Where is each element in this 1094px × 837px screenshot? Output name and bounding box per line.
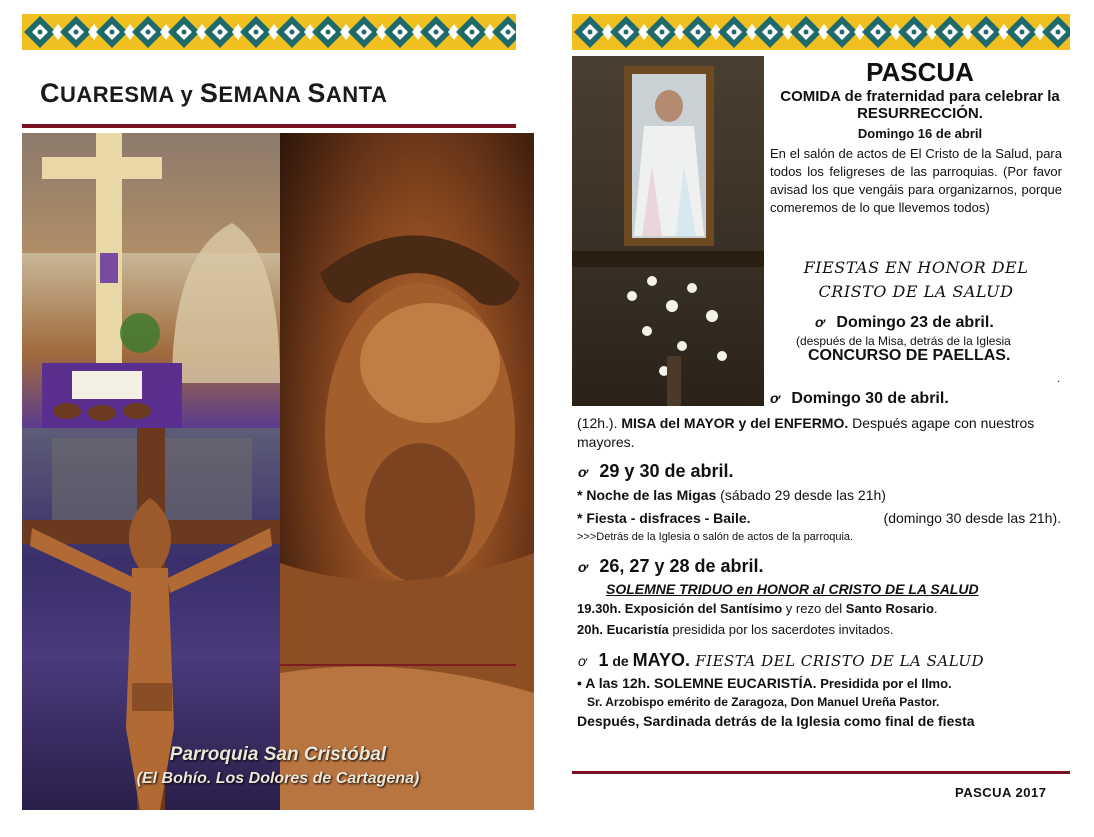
divine-mercy-photo [572, 56, 764, 406]
fleuron-bullet-icon: ơ [815, 314, 825, 330]
chapel-photo [22, 133, 280, 428]
photo-divider-line [280, 664, 516, 666]
decorative-border-right [572, 14, 1070, 50]
party-location: >>>Detrás de la Iglesia o salón de actos de la parroquia. [577, 531, 854, 543]
archbishop-text: Sr. Arzobispo emérito de Zaragoza, Don Manuel Ureña Pastor. [587, 695, 940, 709]
fraternity-meal-heading: COMIDA de fraternidad para celebrar la RESURRECCIÓN. [780, 88, 1060, 122]
parish-name: Parroquia San Cristóbal [169, 744, 387, 765]
costume-party: * Fiesta - disfraces - Baile. (domingo 30 desde las 21h). [577, 510, 1061, 526]
event-date-mayo1: ơ 1 de MAYO. FIESTA DEL CRISTO DE LA SALUD [578, 650, 985, 670]
footer-label: PASCUA 2017 [955, 785, 1047, 800]
parish-location: (El Bohío. Los Dolores de Cartagena) [136, 770, 420, 787]
event-date-26-28: ơ 26, 27 y 28 de abril. [578, 556, 764, 576]
meal-description: En el salón de actos de El Cristo de la Salud, para todos los feligreses de las parroquias. (Por favor avisad los que vengáis para organizarnos, porque comeremos de lo que llevemos todos) [770, 146, 1062, 215]
fleuron-bullet-icon: ơ [578, 559, 588, 575]
fleuron-bullet-icon: ơ [578, 653, 587, 669]
paellas-location: (después de la Misa, detrás de la Iglesia [796, 334, 1011, 348]
triduo-heading: SOLEMNE TRIDUO en HONOR al CRISTO DE LA SALUD [606, 581, 979, 597]
meal-date: Domingo 16 de abril [857, 126, 983, 141]
exposition-text: 19.30h. Exposición del Santísimo y rezo del Santo Rosario. [577, 601, 938, 616]
pascua-title: PASCUA [866, 57, 974, 87]
paellas-contest: CONCURSO DE PAELLAS. [808, 347, 1011, 364]
fleuron-bullet-icon: ơ [578, 464, 588, 480]
title-divider [22, 124, 516, 128]
footer-divider [572, 771, 1070, 774]
fiestas-heading: FIESTAS EN HONOR DEL CRISTO DE LA SALUD [803, 258, 1029, 301]
event-date-29-30: ơ 29 y 30 de abril. [578, 461, 734, 481]
cover-title: CUARESMA y SEMANA SANTA [40, 78, 388, 108]
stray-dot: . [1057, 371, 1061, 385]
solemn-eucharist-text: • A las 12h. SOLEMNE EUCARISTÍA. Presidida por el Ilmo. [577, 675, 952, 691]
event-date-dom23: ơ Domingo 23 de abril. [815, 314, 994, 331]
christ-face-photo [280, 133, 534, 810]
migas-night: * Noche de las Migas (sábado 29 desde las 21h) [577, 487, 886, 503]
fleuron-bullet-icon: ơ [770, 390, 780, 406]
mass-elderly-text: (12h.). MISA del MAYOR y del ENFERMO. Después agape con nuestros mayores. [577, 415, 1035, 450]
decorative-border-left [22, 14, 516, 50]
parish-caption [22, 744, 534, 788]
event-date-dom30: ơ Domingo 30 de abril. [770, 390, 949, 407]
sardinada-text: Después, Sardinada detrás de la Iglesia como final de fiesta [577, 713, 975, 729]
eucharist-20h-text: 20h. Eucaristía presidida por los sacerdotes invitados. [577, 622, 894, 637]
